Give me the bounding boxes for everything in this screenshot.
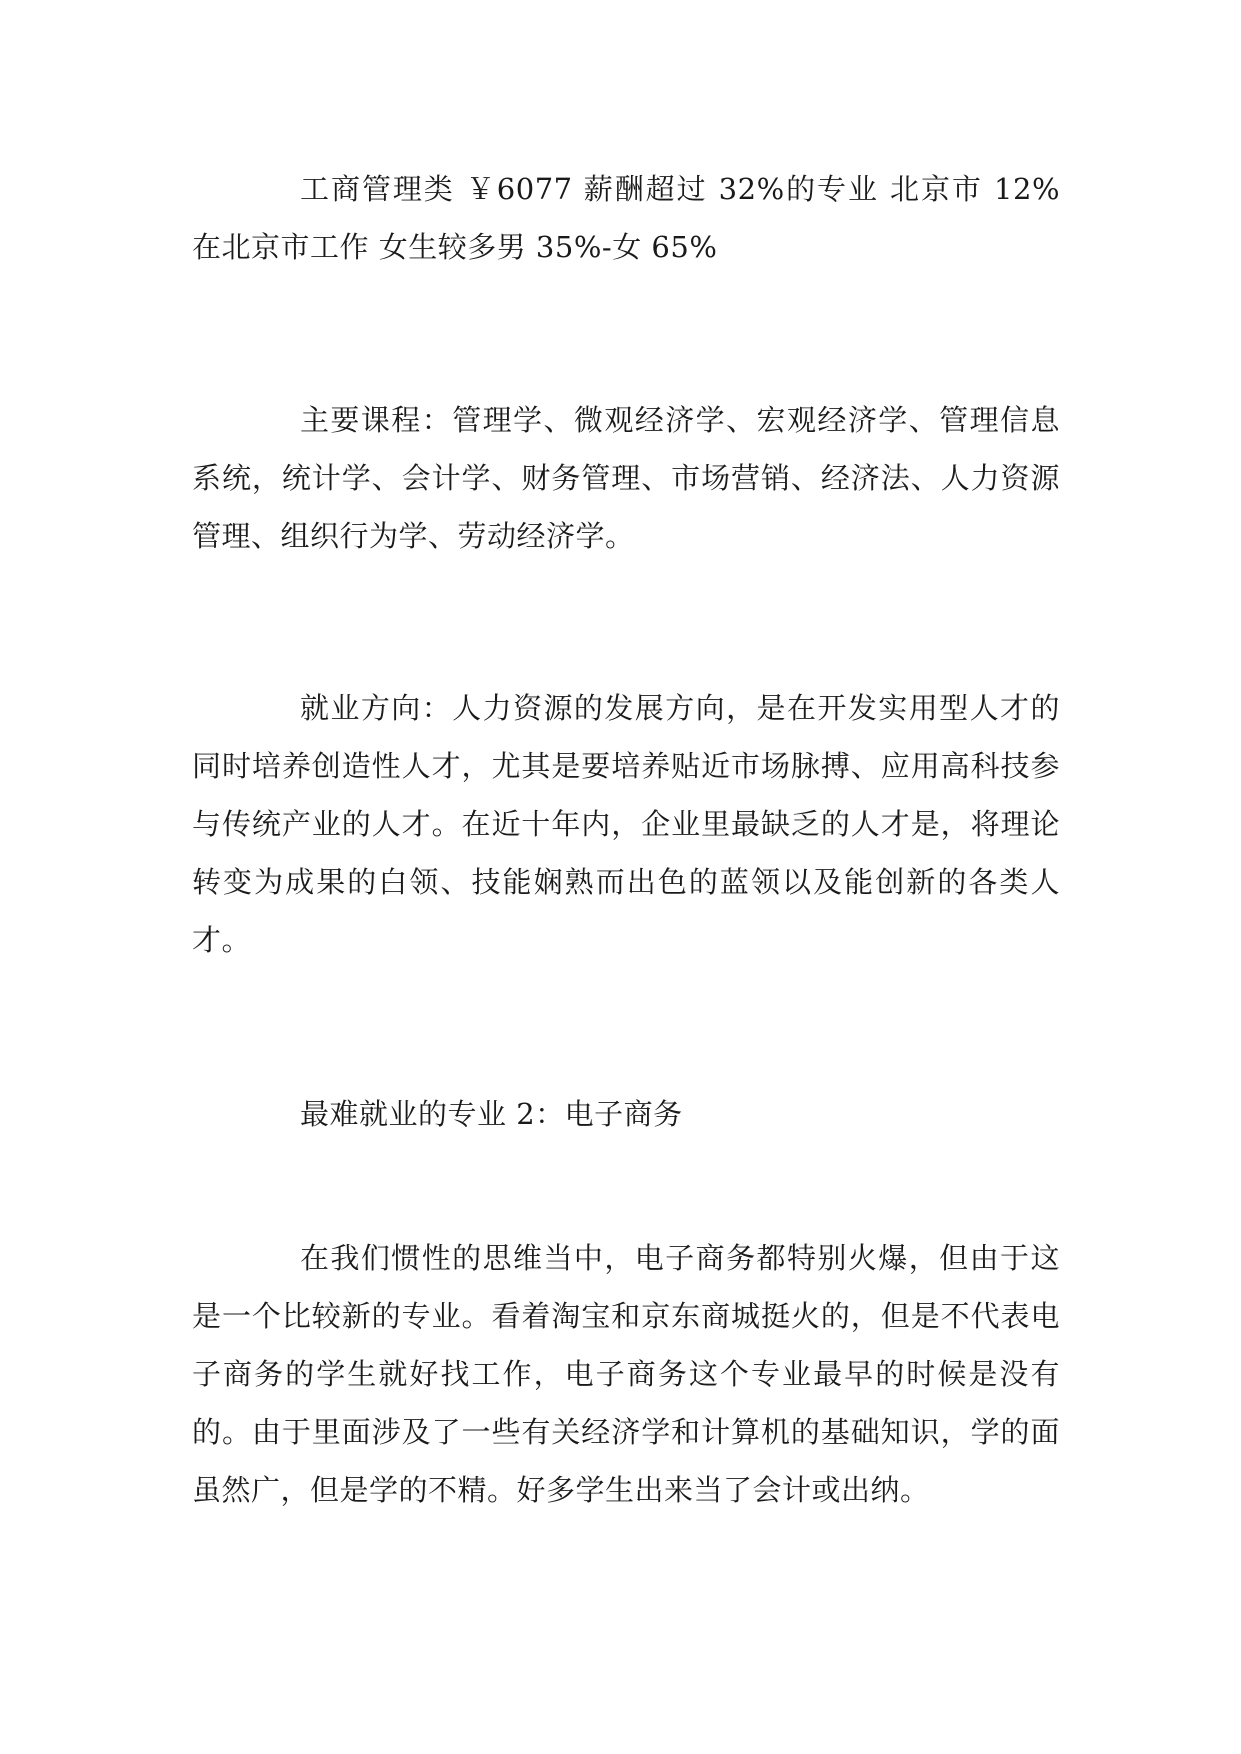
paragraph-main-courses: 主要课程：管理学、微观经济学、宏观经济学、管理信息系统，统计学、会计学、财务管理、市场营销、经济法、人力资源管理、组织行为学、劳动经济学。 [192, 403, 1060, 553]
paragraph-ecommerce-description: 在我们惯性的思维当中，电子商务都特别火爆，但由于这是一个比较新的专业。看着淘宝和京东商城挺火的，但是不代表电子商务的学生就好找工作，电子商务这个专业最早的时候是没有的。由于里面涉及了一些有关经济学和计算机的基础知识，学的面虽然广，但是学的不精。好多学生出来当了会计或出纳。 [192, 1241, 1060, 1507]
section-heading-ecommerce: 最难就业的专业 2：电子商务 [300, 1097, 683, 1131]
paragraph-business-admin-stats: 工商管理类 ￥6077 薪酬超过 32%的专业 北京市 12% 在北京市工作 女生较多男 35%-女 65% [192, 172, 1060, 264]
paragraph-career-direction: 就业方向：人力资源的发展方向，是在开发实用型人才的同时培养创造性人才，尤其是要培养贴近市场脉搏、应用高科技参与传统产业的人才。在近十年内，企业里最缺乏的人才是，将理论转变为成果的白领、技能娴熟而出色的蓝领以及能创新的各类人才。 [192, 691, 1060, 957]
